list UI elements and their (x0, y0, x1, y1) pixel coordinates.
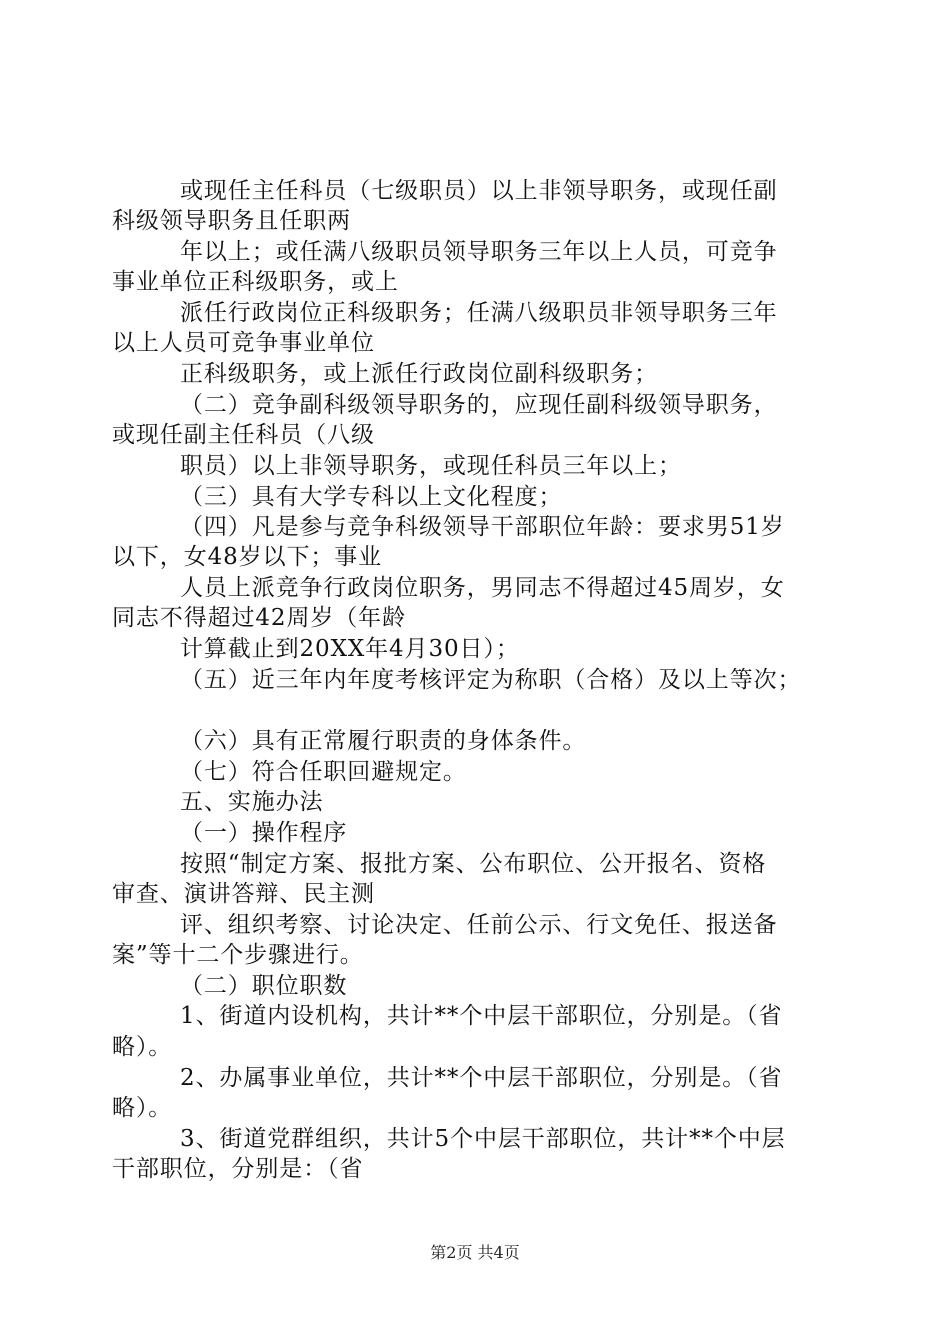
text-line: 或现任主任科员（七级职员）以上非领导职务，或现任副 (180, 178, 778, 204)
text-line: 审查、演讲答辩、民主测 (112, 881, 375, 907)
text-line: 人员上派竞争行政岗位职务，男同志不得超过45周岁，女 (180, 575, 785, 601)
text-line: 同志不得超过42周岁（年龄 (112, 605, 406, 631)
text-line: 或现任副主任科员（八级 (112, 422, 375, 448)
text-line: 事业单位正科级职务，或上 (112, 269, 399, 295)
text-line: 略）。 (112, 1034, 173, 1060)
text-line: 科级领导职务且任职两 (112, 208, 351, 234)
text-line: 2、办属事业单位，共计**个中层干部职位，分别是。（省 (180, 1065, 783, 1091)
text-line: （二）竞争副科级领导职务的，应现任副科级领导职务， (180, 392, 778, 418)
text-line: 以上人员可竞争事业单位 (112, 330, 375, 356)
text-line: 3、街道党群组织，共计5个中层干部职位，共计**个中层 (180, 1126, 786, 1152)
text-line: 干部职位，分别是：（省 (112, 1156, 364, 1182)
text-line: （三）具有大学专科以上文化程度； (180, 484, 563, 510)
text-line: 年以上；或任满八级职员领导职务三年以上人员，可竞争 (180, 239, 778, 265)
text-line: （六）具有正常履行职责的身体条件。 (180, 728, 587, 754)
text-line: 评、组织考察、讨论决定、任前公示、行文免任、报送备 (180, 912, 778, 938)
text-line: 派任行政岗位正科级职务；任满八级职员非领导职务三年 (180, 300, 778, 326)
text-line: 略）。 (112, 1095, 173, 1121)
text-line: 案”等十二个步骤进行。 (112, 942, 364, 968)
text-line: 职员）以上非领导职务，或现任科员三年以上； (180, 453, 682, 479)
page-number-footer: 第2页 共4页 (430, 1243, 520, 1262)
text-line: 正科级职务，或上派任行政岗位副科级职务； (180, 361, 658, 387)
text-line: 以下，女48岁以下；事业 (112, 544, 383, 570)
text-line: （四）凡是参与竞争科级领导干部职位年龄：要求男51岁 (180, 514, 785, 540)
text-line: 按照“制定方案、报批方案、公布职位、公开报名、资格 (180, 851, 767, 877)
text-line: 1、街道内设机构，共计**个中层干部职位，分别是。（省 (180, 1003, 783, 1029)
subsection-heading: （一）操作程序 (180, 820, 348, 846)
text-line: 计算截止到20XX年4月30日）； (180, 636, 520, 662)
section-heading: 五、实施办法 (180, 789, 324, 815)
text-line: （五）近三年内年度考核评定为称职（合格）及以上等次； (180, 667, 802, 693)
subsection-heading: （二）职位职数 (180, 973, 348, 999)
text-line: （七）符合任职回避规定。 (180, 759, 467, 785)
